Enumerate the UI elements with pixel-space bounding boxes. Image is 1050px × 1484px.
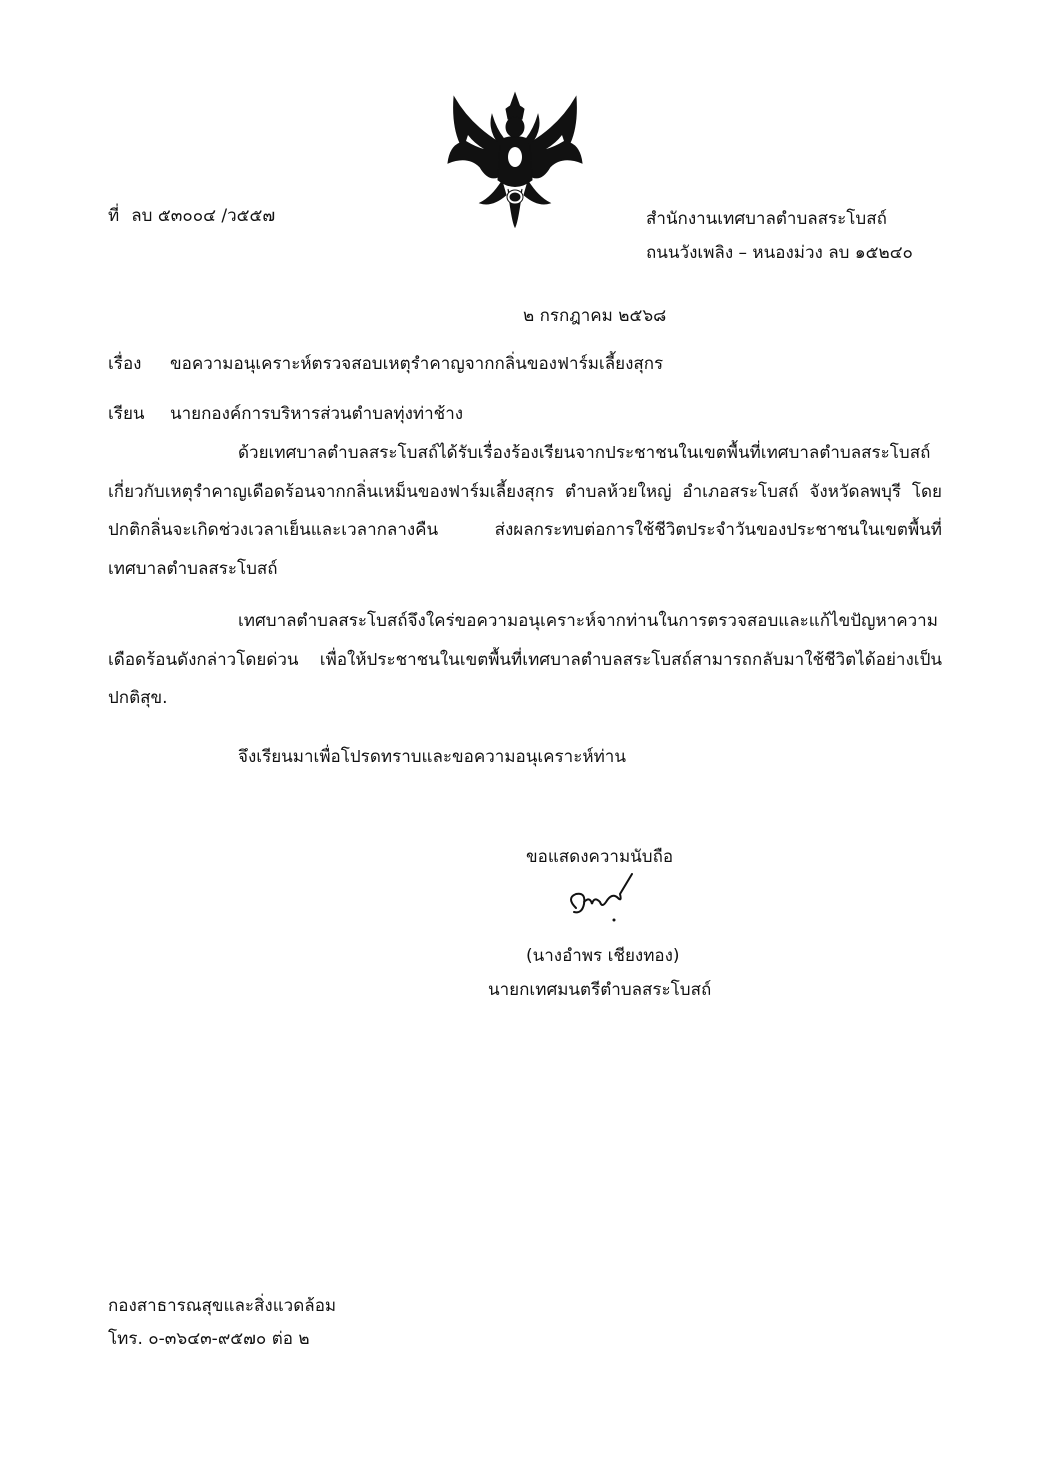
handwritten-signature	[562, 868, 642, 924]
office-address: ถนนวังเพลิง – หนองม่วง ลบ ๑๕๒๔๐	[646, 243, 913, 263]
telephone-number: โทร. ๐-๓๖๔๓-๙๕๗๐ ต่อ ๒	[108, 1329, 310, 1349]
subject-label: เรื่อง	[108, 354, 142, 374]
subject-text: ขอความอนุเคราะห์ตรวจสอบเหตุรำคาญจากกลิ่นของฟาร์มเลี้ยงสุกร	[170, 354, 664, 374]
body-paragraph-2-text: เทศบาลตำบลสระโบสถ์จึงใคร่ขอความอนุเคราะห์จากท่านในการตรวจสอบและแก้ไขปัญหาความเดือดร้อนดังกล่าวโดยด่วน เพื่อให้ประชาชนในเขตพื้นที่เทศบาลตำบลสระโบสถ์สามารถกลับมาใช้ชีวิตได้อย่างเป็นปกติสุข.	[108, 611, 942, 708]
subject-line	[108, 350, 663, 377]
reference-code: ลบ ๕๓๐๐๔ /ว๕๕๗	[131, 206, 276, 226]
body-paragraph-1	[108, 434, 942, 588]
reference-prefix: ที่	[108, 206, 120, 226]
department-name: กองสาธารณสุขและสิ่งแวดล้อม	[108, 1296, 337, 1316]
recipient-label: เรียน	[108, 404, 145, 424]
body-paragraph-1-text: ด้วยเทศบาลตำบลสระโบสถ์ได้รับเรื่องร้องเรียนจากประชาชนในเขตพื้นที่เทศบาลตำบลสระโบสถ์เกี่ยวกับเหตุรำคาญเดือดร้อนจากกลิ่นเหม็นของฟาร์มเลี้ยงสุกร ตำบลห้วยใหญ่ อำเภอสระโบสถ์ จังหวัดลพบุรี โดยปกติกลิ่นจะเกิดช่วงเวลาเย็นและเวลากลางคืน ส่งผลกระทบต่อการใช้ชีวิตประจำวันของประชาชนในเขตพื้นที่เทศบาลตำบลสระโบสถ์	[108, 443, 942, 579]
signer-name: (นางอำพร เชียงทอง)	[526, 946, 680, 966]
office-block	[646, 202, 913, 270]
letter-date: ๒ กรกฎาคม ๒๕๖๘	[523, 306, 667, 326]
closing-salutation: ขอแสดงความนับถือ	[526, 847, 674, 867]
recipient-line	[108, 400, 463, 427]
body-paragraph-3: จึงเรียนมาเพื่อโปรดทราบและขอความอนุเคราะห์ท่าน	[238, 747, 626, 767]
reference-number	[108, 202, 275, 229]
body-paragraph-2	[108, 602, 942, 718]
office-name: สำนักงานเทศบาลตำบลสระโบสถ์	[646, 209, 887, 229]
recipient-text: นายกองค์การบริหารส่วนตำบลทุ่งท่าช้าง	[170, 404, 464, 424]
garuda-emblem	[440, 85, 590, 235]
signer-title: นายกเทศมนตรีตำบลสระโบสถ์	[488, 980, 712, 1000]
